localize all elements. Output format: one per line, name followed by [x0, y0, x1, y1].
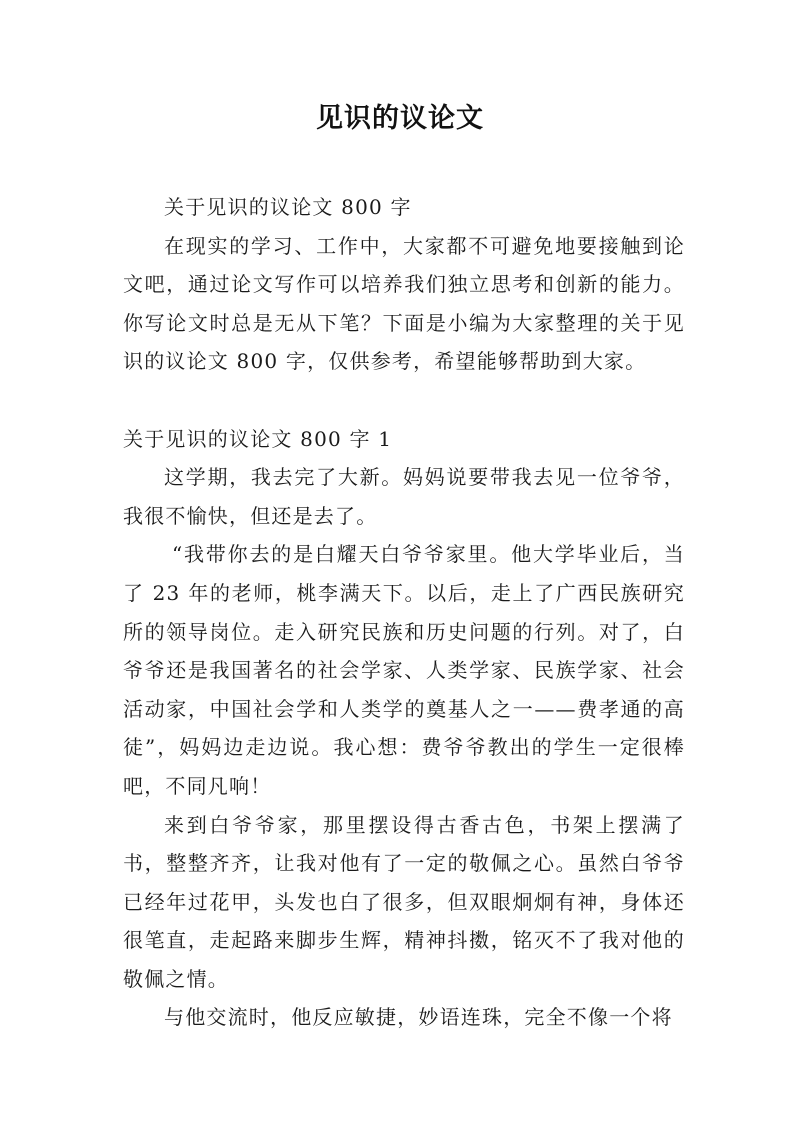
- essay-paragraph-2: “我带你去的是白耀天白爷爷家里。他大学毕业后，当了 23 年的老师，桃李满天下。以后，走上了广西民族研究所的领导岗位。走入研究民族和历史问题的行列。对了，白爷爷还是我国著名的社会学家、人类学家、民族学家、社会活动家，中国社会学和人类学的奠基人之一——费孝通的高徒”，妈妈边走边说。我心想：费爷爷教出的学生一定很棒吧，不同凡响！: [123, 542, 685, 798]
- intro-paragraph: 在现实的学习、工作中，大家都不可避免地要接触到论文吧，通过论文写作可以培养我们独立思考和创新的能力。你写论文时总是无从下笔？下面是小编为大家整理的关于见识的议论文 800 字，仅供参考，希望能够帮助到大家。: [123, 233, 685, 374]
- essay-heading: 关于见识的议论文 800 字 1: [123, 426, 393, 451]
- document-title: 见识的议论文: [316, 103, 484, 134]
- essay-paragraph-4: 与他交流时，他反应敏捷，妙语连珠，完全不像一个将: [164, 1005, 673, 1030]
- document-body: [123, 188, 685, 1037]
- essay-paragraph-1: 这学期，我去完了大新。妈妈说要带我去见一位爷爷，我很不愉快，但还是去了。: [123, 465, 685, 528]
- paragraph-spacer: [123, 381, 685, 420]
- intro-heading: 关于见识的议论文 800 字: [164, 195, 412, 219]
- essay-paragraph-3: 来到白爷爷家，那里摆设得古香古色，书架上摆满了书，整整齐齐，让我对他有了一定的敬佩之心。虽然白爷爷已经年过花甲，头发也白了很多，但双眼炯炯有神，身体还很笔直，走起路来脚步生辉，精神抖擞，铭灭不了我对他的敬佩之情。: [123, 812, 685, 991]
